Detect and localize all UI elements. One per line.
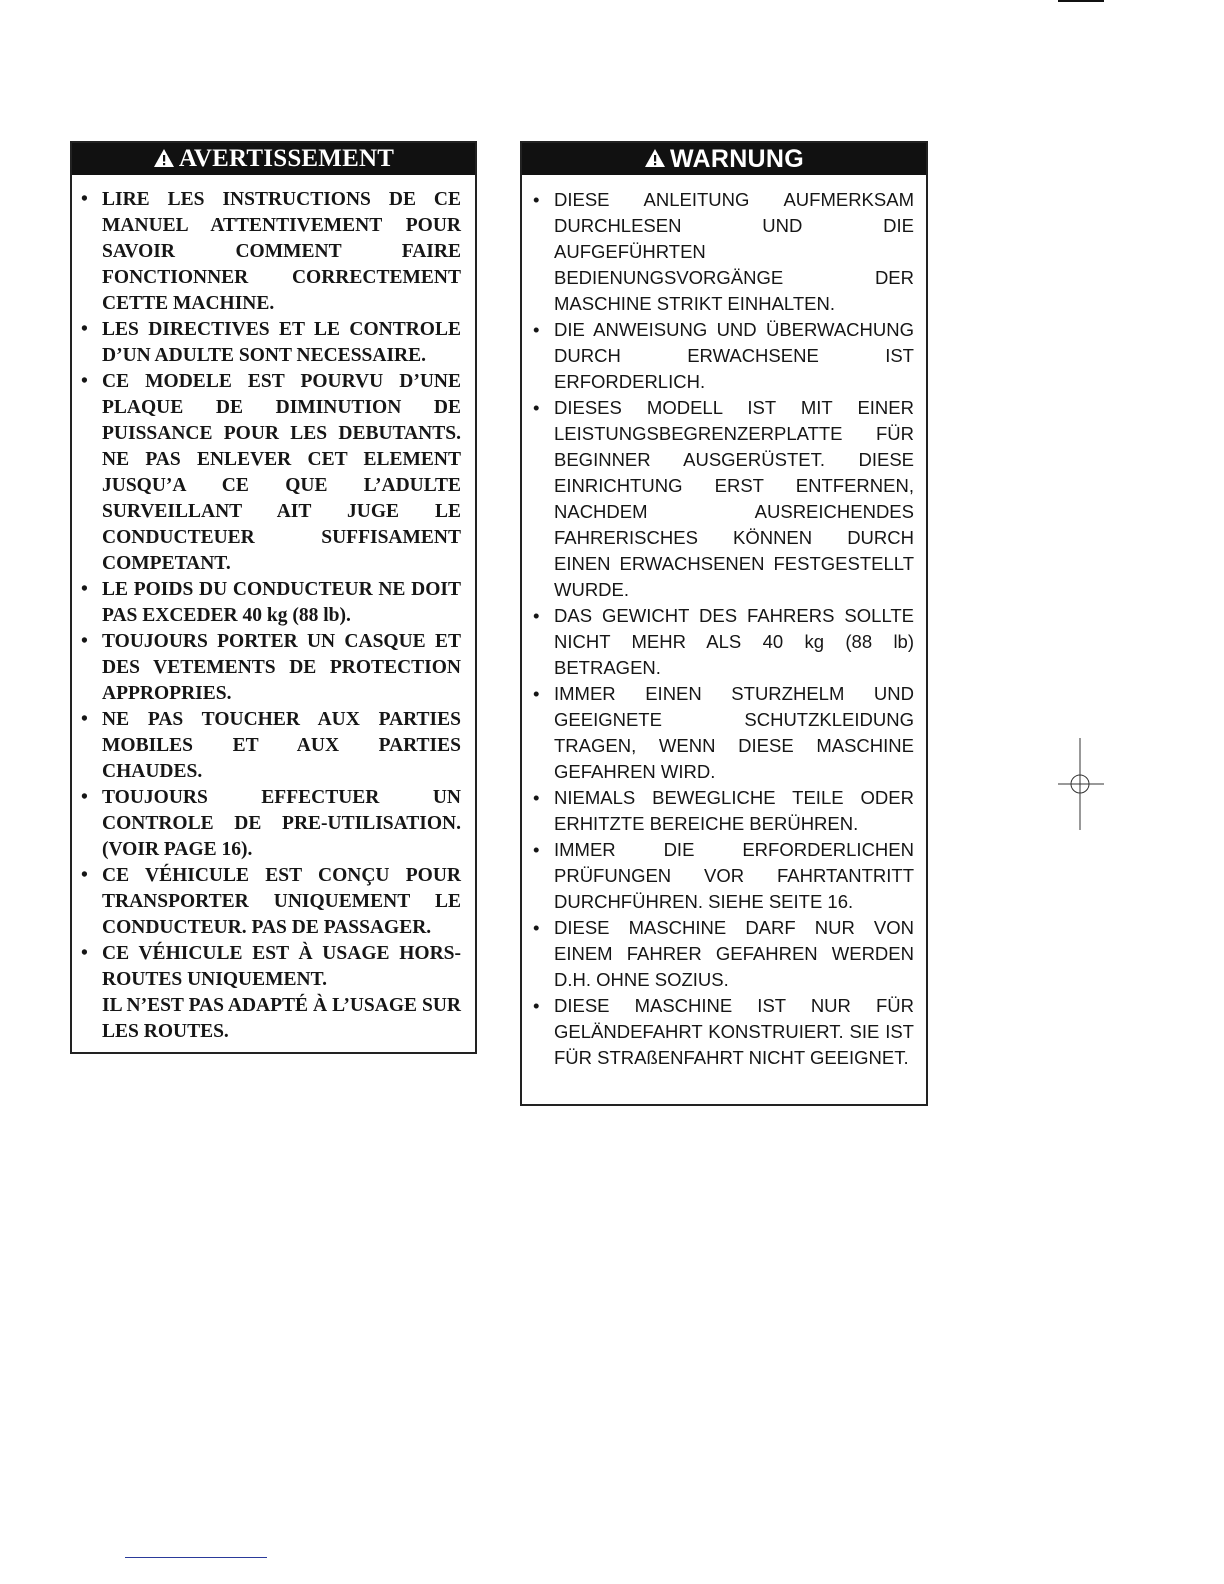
warnung-item-1: • DIESE ANLEITUNG AUFMERKSAM DURCHLESEN UND DIE AUFGEFÜHRTEN BEDIENUNGSVORGÄNGE DER MASCHINE STRIKT EINHALTEN. [554, 187, 914, 317]
avertissement-item-3: • CE MODELE EST POURVU D’UNE PLAQUE DE DIMINUTION DE PUISSANCE POUR LES DEBUTANTS. NE PAS ENLEVER CET ELEMENT JUSQU’A CE QUE L’ADULTE SURVEILLANT AIT JUGE LE CONDUCTEUER SUFFISAMENT COMPETANT. [102, 369, 461, 577]
warnung-item-2: • DIE ANWEISUNG UND ÜBERWACHUNG DURCH ERWACHSENE IST ERFORDERLICH. [554, 317, 914, 395]
warnung-title: WARNUNG [669, 145, 805, 173]
warnung-item-8: • DIESE MASCHINE DARF NUR VON EINEM FAHRER GEFAHREN WERDEN D.H. OHNE SOZIUS. [554, 915, 914, 993]
avertissement-list [72, 175, 475, 1045]
warning-triangle-icon [153, 148, 175, 168]
top-edge-rule [1058, 0, 1104, 2]
avertissement-item-2: • LES DIRECTIVES ET LE CONTROLE D’UN ADULTE SONT NECESSAIRE. [102, 317, 461, 369]
warning-triangle-icon [644, 148, 666, 168]
avertissement-item-5: • TOUJOURS PORTER UN CASQUE ET DES VETEMENTS DE PROTECTION APPROPRIES. [102, 629, 461, 707]
avertissement-box [70, 141, 477, 1054]
avertissement-item-4: • LE POIDS DU CONDUCTEUR NE DOIT PAS EXCEDER 40 kg (88 lb). [102, 577, 461, 629]
crosshair-registration-icon [1058, 738, 1104, 830]
warnung-item-6: • NIEMALS BEWEGLICHE TEILE ODER ERHITZTE BEREICHE BERÜHREN. [554, 785, 914, 837]
warnung-list [522, 175, 926, 1071]
avertissement-item-9-continuation: IL N’EST PAS ADAPTÉ À L’USAGE SUR LES ROUTES. [102, 995, 461, 1042]
warnung-item-4: • DAS GEWICHT DES FAHRERS SOLLTE NICHT MEHR ALS 40 kg (88 lb) BETRAGEN. [554, 603, 914, 681]
avertissement-title: AVERTISSEMENT [178, 145, 395, 172]
avertissement-item-7: • TOUJOURS EFFECTUER UN CONTROLE DE PRE-UTILISATION. (VOIR PAGE 16). [102, 785, 461, 863]
avertissement-item-8: • CE VÉHICULE EST CONÇU POUR TRANSPORTER UNIQUEMENT LE CONDUCTEUR. PAS DE PASSAGER. [102, 863, 461, 941]
bottom-edge-rule [125, 1557, 267, 1558]
warnung-item-7: • IMMER DIE ERFORDERLICHEN PRÜFUNGEN VOR FAHRTANTRITT DURCHFÜHREN. SIEHE SEITE 16. [554, 837, 914, 915]
warnung-item-9: • DIESE MASCHINE IST NUR FÜR GELÄNDEFAHRT KONSTRUIERT. SIE IST FÜR STRAßENFAHRT NICHT GEEIGNET. [554, 993, 914, 1071]
avertissement-item-6: • NE PAS TOUCHER AUX PARTIES MOBILES ET AUX PARTIES CHAUDES. [102, 707, 461, 785]
warnung-header [522, 143, 926, 175]
avertissement-item-1: • LIRE LES INSTRUCTIONS DE CE MANUEL ATTENTIVEMENT POUR SAVOIR COMMENT FAIRE FONCTIONNER CORRECTEMENT CETTE MACHINE. [102, 187, 461, 317]
warnung-item-3: • DIESES MODELL IST MIT EINER LEISTUNGSBEGRENZERPLATTE FÜR BEGINNER AUSGERÜSTET. DIESE EINRICHTUNG ERST ENTFERNEN, NACHDEM AUSREICHENDES FAHRERISCHES KÖNNEN DURCH EINEN ERWACHSENEN FESTGESTELLT WURDE. [554, 395, 914, 603]
warnung-box [520, 141, 928, 1106]
avertissement-header [72, 143, 475, 175]
warnung-item-5: • IMMER EINEN STURZHELM UND GEEIGNETE SCHUTZKLEIDUNG TRAGEN, WENN DIESE MASCHINE GEFAHREN WIRD. [554, 681, 914, 785]
avertissement-item-9: • CE VÉHICULE EST À USAGE HORS-ROUTES UNIQUEMENT. [102, 941, 461, 993]
